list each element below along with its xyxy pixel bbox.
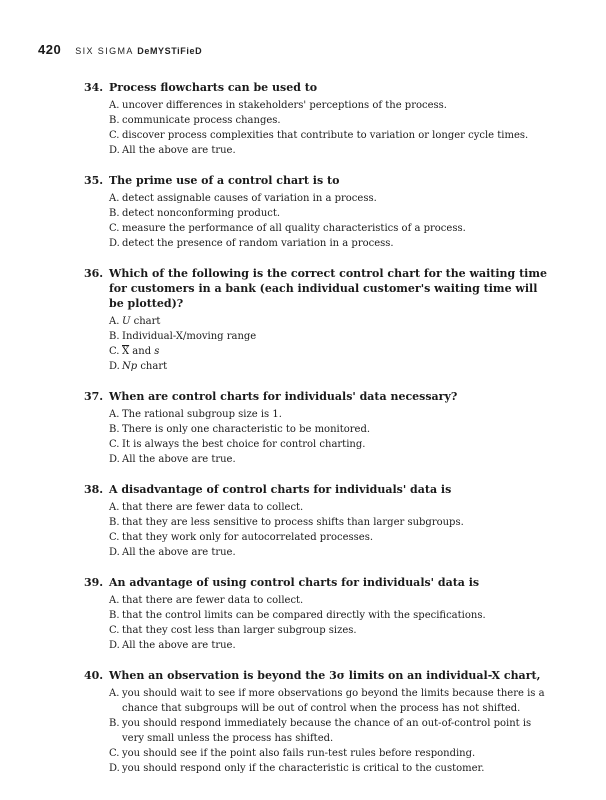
- question-39: [84, 575, 554, 653]
- option-d: [109, 359, 554, 374]
- question-number: 34.: [84, 81, 104, 94]
- question-text: The prime use of a control chart is to: [109, 174, 340, 187]
- question-number: 38.: [84, 483, 104, 496]
- option-text: All the above are true.: [122, 145, 236, 156]
- option-b: [109, 113, 554, 128]
- option-d: [109, 761, 554, 776]
- question-34: [84, 80, 554, 158]
- option-connector: and: [129, 346, 155, 357]
- option-text: [122, 344, 554, 359]
- option-text: uncover differences in stakeholders' perceptions of the process.: [122, 100, 447, 111]
- option-text: Individual-X/moving range: [122, 331, 257, 342]
- option-text: communicate process changes.: [122, 115, 281, 126]
- option-d: [109, 638, 554, 653]
- question-stem: [84, 173, 554, 188]
- option-letter: D.: [109, 238, 120, 249]
- option-text: you should wait to see if more observations go beyond the limits because there is a chance that subgroups will be out of control when the process has not shifted.: [122, 688, 545, 714]
- question-number: 35.: [84, 174, 104, 187]
- question-number: 37.: [84, 390, 104, 403]
- option-b: [109, 608, 554, 623]
- question-text: An advantage of using control charts for individuals' data is: [109, 576, 480, 589]
- chart-symbol: U: [122, 316, 131, 327]
- book-subtitle: DeMYSTiFieD: [137, 46, 203, 56]
- page-header: [38, 42, 202, 57]
- question-number: 40.: [84, 669, 104, 682]
- option-text: that there are fewer data to collect.: [122, 502, 304, 513]
- option-text: discover process complexities that contribute to variation or longer cycle times.: [122, 130, 529, 141]
- option-c: [109, 746, 554, 761]
- option-text: The rational subgroup size is 1.: [122, 409, 282, 420]
- answer-options: [109, 191, 554, 251]
- option-text: There is only one characteristic to be monitored.: [122, 424, 371, 435]
- option-letter: B.: [109, 424, 120, 435]
- option-c: [109, 437, 554, 452]
- question-text: When are control charts for individuals' data necessary?: [109, 390, 458, 403]
- option-text: detect assignable causes of variation in a process.: [122, 193, 377, 204]
- option-text: that they are less sensitive to process shifts than larger subgroups.: [122, 517, 464, 528]
- option-c: [109, 128, 554, 143]
- question-list: [84, 80, 554, 791]
- question-stem: [84, 266, 554, 311]
- question-number: 39.: [84, 576, 104, 589]
- option-letter: C.: [109, 223, 120, 234]
- option-text: All the above are true.: [122, 454, 236, 465]
- option-letter: B.: [109, 331, 120, 342]
- option-a: [109, 98, 554, 113]
- option-text: you should respond only if the characteristic is critical to the customer.: [122, 763, 485, 774]
- option-c: [109, 221, 554, 236]
- option-suffix: chart: [137, 361, 168, 372]
- option-letter: A.: [109, 316, 120, 327]
- option-letter: D.: [109, 547, 120, 558]
- option-letter: B.: [109, 610, 120, 621]
- answer-options: [109, 593, 554, 653]
- option-a: [109, 593, 554, 608]
- option-letter: A.: [109, 502, 120, 513]
- option-letter: D.: [109, 763, 120, 774]
- option-text: detect the presence of random variation in a process.: [122, 238, 394, 249]
- option-text: [122, 314, 554, 329]
- option-d: [109, 236, 554, 251]
- option-text: [122, 359, 554, 374]
- option-text: measure the performance of all quality characteristics of a process.: [122, 223, 466, 234]
- option-letter: C.: [109, 625, 120, 636]
- option-text: detect nonconforming product.: [122, 208, 281, 219]
- book-title: SIX SIGMA: [75, 46, 134, 56]
- option-a: [109, 407, 554, 422]
- chart-symbol: Np: [122, 361, 138, 372]
- option-text: that they cost less than larger subgroup sizes.: [122, 625, 357, 636]
- option-b: [109, 422, 554, 437]
- question-stem: [84, 575, 554, 590]
- option-d: [109, 545, 554, 560]
- option-letter: A.: [109, 409, 120, 420]
- x-bar-symbol: $\overline{X}$: [122, 346, 130, 357]
- option-text: you should see if the point also fails run-test rules before responding.: [122, 748, 476, 759]
- running-title: [75, 46, 202, 56]
- question-37: [84, 389, 554, 467]
- question-stem: [84, 482, 554, 497]
- answer-options: [109, 500, 554, 560]
- option-letter: A.: [109, 100, 120, 111]
- answer-options: [109, 314, 554, 374]
- option-letter: A.: [109, 193, 120, 204]
- option-a: [109, 191, 554, 206]
- question-38: [84, 482, 554, 560]
- option-a: [109, 500, 554, 515]
- question-text: Process flowcharts can be used to: [109, 81, 318, 94]
- option-text: that they work only for autocorrelated processes.: [122, 532, 374, 543]
- option-letter: D.: [109, 361, 120, 372]
- option-d: [109, 452, 554, 467]
- option-b: [109, 716, 554, 746]
- option-suffix: chart: [130, 316, 161, 327]
- answer-options: [109, 407, 554, 467]
- option-letter: B.: [109, 208, 120, 219]
- option-letter: B.: [109, 115, 120, 126]
- option-letter: A.: [109, 688, 120, 699]
- option-letter: D.: [109, 454, 120, 465]
- option-letter: C.: [109, 748, 120, 759]
- option-letter: B.: [109, 517, 120, 528]
- option-letter: C.: [109, 130, 120, 141]
- question-stem: [84, 668, 554, 683]
- option-text: you should respond immediately because the chance of an out-of-control point is very small unless the process has shifted.: [122, 718, 532, 744]
- question-35: [84, 173, 554, 251]
- question-40: [84, 668, 554, 776]
- option-text: All the above are true.: [122, 547, 236, 558]
- option-letter: D.: [109, 640, 120, 651]
- option-c: [109, 344, 554, 359]
- option-letter: C.: [109, 439, 120, 450]
- question-number: 36.: [84, 267, 104, 280]
- answer-options: [109, 686, 554, 776]
- option-text: All the above are true.: [122, 640, 236, 651]
- question-text: A disadvantage of control charts for individuals' data is: [109, 483, 452, 496]
- option-a: [109, 686, 554, 716]
- option-d: [109, 143, 554, 158]
- option-letter: D.: [109, 145, 120, 156]
- option-c: [109, 623, 554, 638]
- question-stem: [84, 80, 554, 95]
- s-symbol: s: [154, 346, 160, 357]
- question-text: Which of the following is the correct control chart for the waiting time for customers in a bank (each individual customer's waiting time will be plotted)?: [109, 267, 547, 310]
- option-b: [109, 329, 554, 344]
- option-letter: C.: [109, 346, 120, 357]
- option-letter: B.: [109, 718, 120, 729]
- option-letter: A.: [109, 595, 120, 606]
- option-text: that the control limits can be compared directly with the specifications.: [122, 610, 486, 621]
- question-36: [84, 266, 554, 374]
- answer-options: [109, 98, 554, 158]
- question-stem: [84, 389, 554, 404]
- question-text: When an observation is beyond the 3σ limits on an individual-X chart,: [109, 669, 541, 682]
- page-number: 420: [38, 42, 62, 57]
- option-a: [109, 314, 554, 329]
- option-letter: C.: [109, 532, 120, 543]
- option-b: [109, 515, 554, 530]
- option-b: [109, 206, 554, 221]
- option-text: that there are fewer data to collect.: [122, 595, 304, 606]
- option-c: [109, 530, 554, 545]
- option-text: It is always the best choice for control charting.: [122, 439, 366, 450]
